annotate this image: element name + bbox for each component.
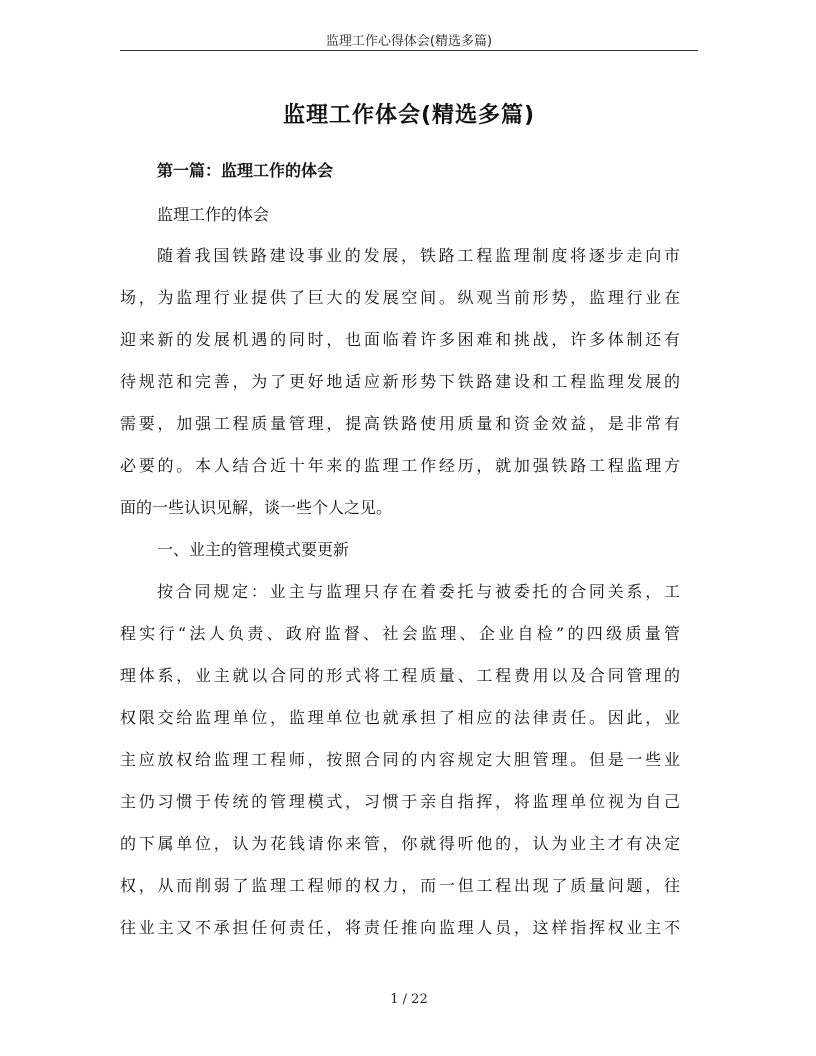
paragraph-line: 面的一些认识见解，谈一些个人之见。 xyxy=(120,498,393,517)
paragraph-line: 随着我国铁路建设事业的发展，铁路工程监理制度将逐步走向市 xyxy=(157,246,680,265)
paragraph-line: 权，从而削弱了监理工程师的权力，而一但工程出现了质量问题，往 xyxy=(120,876,680,895)
paragraph-line: 监理工作的体会 xyxy=(157,205,270,224)
document-title: 监理工作体会(精选多篇) xyxy=(282,103,536,128)
page-number: 1 / 22 xyxy=(390,992,428,1007)
paragraph-line: 程实行“法人负责、政府监督、社会监理、企业自检”的四级质量管 xyxy=(120,624,680,643)
paragraph-line: 场，为监理行业提供了巨大的发展空间。纵观当前形势，监理行业在 xyxy=(120,288,680,307)
paragraph-line: 需要，加强工程质量管理，提高铁路使用质量和资金效益，是非常有 xyxy=(120,414,680,433)
paragraph-line: 理体系，业主就以合同的形式将工程质量、工程费用以及合同管理的 xyxy=(120,666,680,685)
paragraph-line: 待规范和完善，为了更好地适应新形势下铁路建设和工程监理发展的 xyxy=(120,372,680,391)
paragraph-line: 的下属单位，认为花钱请你来管，你就得听他的，认为业主才有决定 xyxy=(120,834,680,853)
paragraph-line: 迎来新的发展机遇的同时，也面临着许多困难和挑战，许多体制还有 xyxy=(120,330,680,349)
paragraph-line: 主仍习惯于传统的管理模式，习惯于亲自指挥，将监理单位视为自己 xyxy=(120,792,680,811)
paragraph-line: 往业主又不承担任何责任，将责任推向监理人员，这样指挥权业主不 xyxy=(120,918,680,937)
header-rule xyxy=(120,50,698,51)
paragraph-line: 必要的。本人结合近十年来的监理工作经历，就加强铁路工程监理方 xyxy=(120,456,680,475)
paragraph-line: 主应放权给监理工程师，按照合同的内容规定大胆管理。但是一些业 xyxy=(120,750,680,769)
paragraph-line: 权限交给监理单位，监理单位也就承担了相应的法律责任。因此，业 xyxy=(120,708,680,727)
paragraph-line: 按合同规定：业主与监理只存在着委托与被委托的合同关系，工 xyxy=(157,582,680,601)
page-header: 监理工作心得体会(精选多篇) xyxy=(325,34,493,49)
subsection-heading: 一、业主的管理模式要更新 xyxy=(157,540,350,559)
section-heading: 第一篇：监理工作的体会 xyxy=(157,161,334,180)
